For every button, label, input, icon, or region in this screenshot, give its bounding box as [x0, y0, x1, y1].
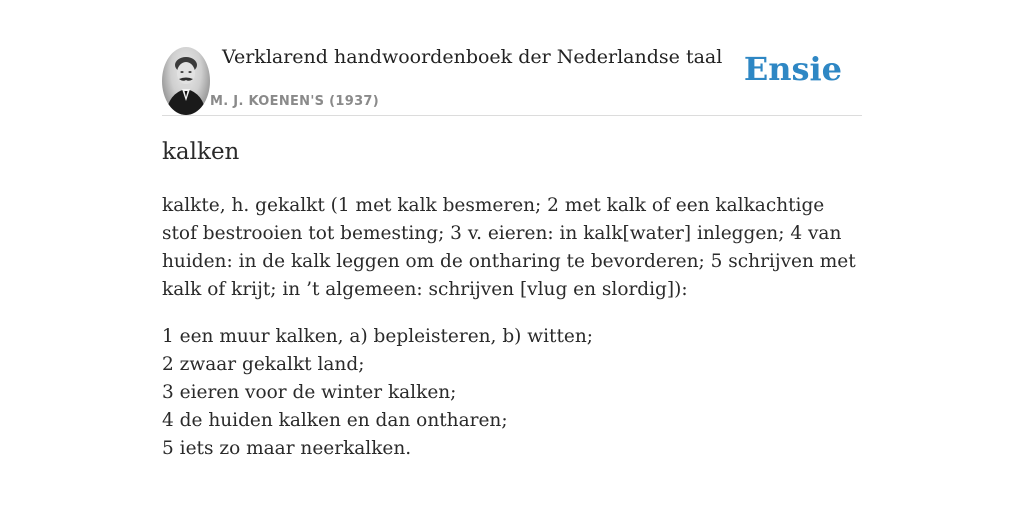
example-item: 5 iets zo maar neerkalken.: [162, 438, 412, 459]
entry-examples: [162, 323, 862, 463]
example-item: 2 zwaar gekalkt land;: [162, 354, 365, 375]
dictionary-header: [162, 46, 862, 116]
entry-headword: kalken: [162, 139, 240, 165]
entry-definition: kalkte, h. gekalkt (1 met kalk besmeren; 2 met kalk of een kalkachtige stof bestrooien tot bemesting; 3 v. eieren: in kalk[water] inleggen; 4 van huiden: in de kalk leggen om de ontharing te bevorderen; 5 schrijven met kalk of krijt; in ’t algemeen: schrijven [vlug en slordig]):: [162, 195, 856, 300]
book-title: Verklarend handwoordenboek der Nederlandse taal: [222, 46, 723, 68]
author-portrait-icon: [162, 47, 210, 115]
ensie-logo-link[interactable]: Ensie: [743, 50, 842, 88]
book-subtitle: M. J. KOENEN'S (1937): [210, 94, 379, 109]
example-item: 4 de huiden kalken en dan ontharen;: [162, 410, 508, 431]
example-item: 3 eieren voor de winter kalken;: [162, 382, 457, 403]
example-item: 1 een muur kalken, a) bepleisteren, b) witten;: [162, 326, 593, 347]
